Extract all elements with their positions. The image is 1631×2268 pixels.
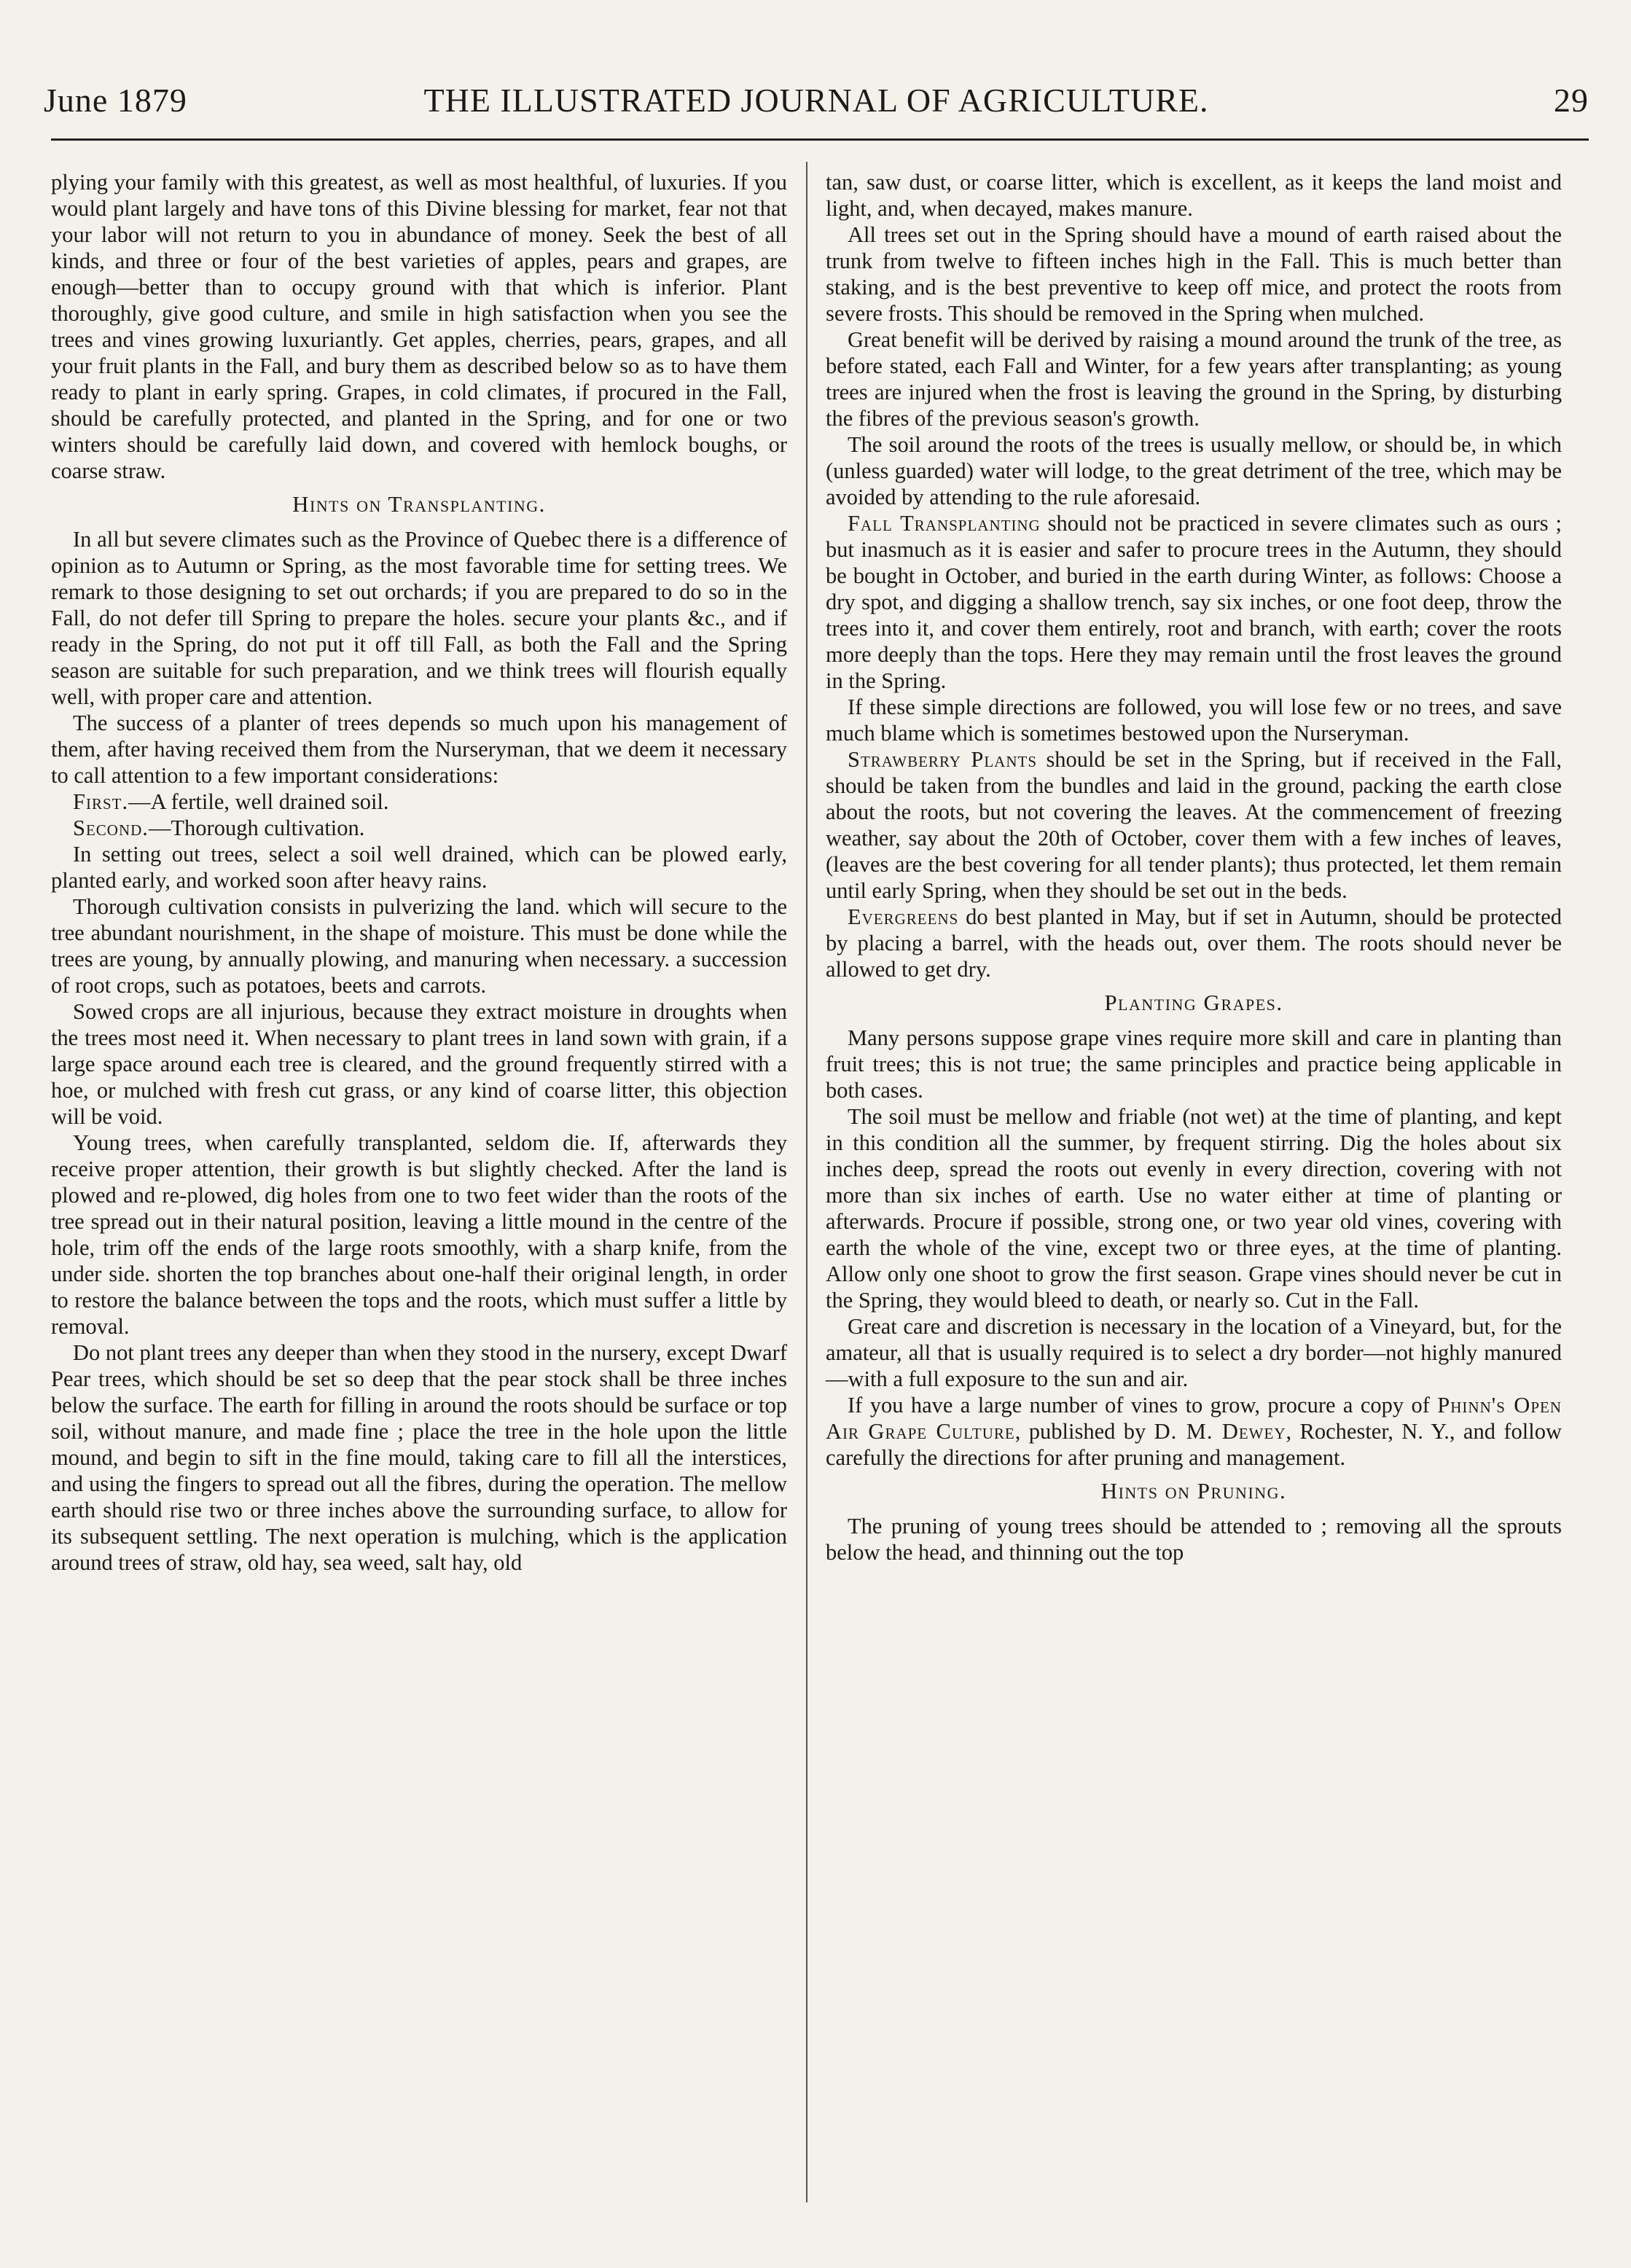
strawberry-text: should be set in the Spring, but if received in the Fall, should be taken from the bundles and laid in the ground, packing the earth close about the roots, but not covering the leaves. At the commencement of freezing weather, say about the 20th of October, cover them with a few inches of leaves, (leaves are the best covering for all tender plants); thus protected, let them remain until early Spring, when they should be set out in the beds.	[826, 747, 1562, 903]
text-run: , published by	[1014, 1419, 1154, 1444]
column-divider	[806, 162, 807, 2202]
paragraph: In all but severe climates such as the Province of Quebec there is a difference of opinion as to Autumn or Spring, as the most favorable time for setting trees. We remark to those designing to set out orchards; if you are prepared to do so in the Fall, do not defer till Spring to prepare the holes. secure your plants &c., and if ready in the Spring, do not put it off till Fall, as both the Fall and the Spring season are suitable for such preparation, and we think trees will flourish equally well, with proper care and attention.	[51, 527, 787, 709]
paragraph: All trees set out in the Spring should have a mound of earth raised about the trunk from twelve to fifteen inches high in the Fall. This is much better than staking, and is the best preventive to keep off mice, and protect the roots from severe frosts. This should be removed in the Spring when mulched.	[826, 222, 1562, 326]
paragraph: The soil must be mellow and friable (not wet) at the time of planting, and kept in this condition all the summer, by frequent stirring. Dig the holes about six inches deep, spread the roots out evenly in every direction, covering with not more than six inches of earth. Use no water either at time of planting or afterwards. Procure if possible, strong one, or two year old vines, covering with earth the whole of the vine, except two or three eyes, at the time of planting. Allow only one shoot to grow the first season. Grape vines should never be cut in the Spring, they would bleed to death, or nearly so. Cut in the Fall.	[826, 1104, 1562, 1313]
second-text: —Thorough cultivation.	[148, 816, 365, 840]
left-column	[51, 169, 787, 1576]
consideration-first	[51, 789, 787, 815]
fall-transplanting-paragraph	[826, 510, 1562, 694]
paragraph: If these simple directions are followed, you will lose few or no trees, and save much blame which is sometimes bestowed upon the Nurseryman.	[826, 695, 1562, 746]
paragraph: tan, saw dust, or coarse litter, which is excellent, as it keeps the land moist and light, and, when decayed, makes manure.	[826, 170, 1562, 221]
fall-transplanting-text: should not be practiced in severe climates such as ours ; but inasmuch as it is easier and safer to procure trees in the Autumn, they should be bought in October, and buried in the earth during Winter, as follows: Choose a dry spot, and digging a shallow trench, say six inches, or one foot deep, throw the trees into it, and cover them entirely, root and branch, with earth; cover the roots more deeply than the tops. Here they may remain until the frost leaves the ground in the Spring.	[826, 511, 1562, 693]
journal-title: THE ILLUSTRATED JOURNAL OF AGRICULTURE.	[423, 82, 1209, 119]
paragraph: The soil around the roots of the trees is usually mellow, or should be, in which (unless guarded) water will lodge, to the great detriment of the tree, which may be avoided by attending to the rule aforesaid.	[826, 432, 1562, 509]
first-label: First.	[73, 789, 129, 814]
publisher-name: D. M. Dewey	[1154, 1419, 1286, 1444]
consideration-second	[51, 815, 787, 841]
paragraph: In setting out trees, select a soil well drained, which can be plowed early, planted early, and worked soon after heavy rains.	[51, 842, 787, 893]
paragraph: Do not plant trees any deeper than when they stood in the nursery, except Dwarf Pear trees, which should be set so deep that the pear stock shall be three inches below the surface. The earth for filling in around the roots should be surface or top soil, without manure, and made fine ; place the tree in the hole upon the little mound, and begin to sift in the fine mould, taking care to fill all the interstices, and using the fingers to spread out all the fibres, during the operation. The mellow earth should rise two or three inches above the surrounding surface, to allow for its subsequent settling. The next operation is mulching, which is the application around trees of straw, old hay, sea weed, salt hay, old	[51, 1340, 787, 1575]
issue-date: June 1879	[44, 82, 187, 119]
header-rule	[51, 138, 1589, 141]
right-column	[826, 169, 1562, 1565]
paragraph: Great benefit will be derived by raising a mound around the trunk of the tree, as before stated, each Fall and Winter, for a few years after transplanting; as young trees are injured when the frost is leaving the ground in the Spring, by disturbing the fibres of the previous season's growth.	[826, 327, 1562, 431]
page-number: 29	[1554, 82, 1589, 119]
paragraph: plying your family with this greatest, as well as most healthful, of luxuries. If you would plant largely and have tons of this Divine blessing for market, fear not that your labor will not return to you in abundance of money. Seek the best of all kinds, and three or four of the best varieties of apples, pears and grapes, are enough—better than to occupy ground with that which is inferior. Plant thoroughly, give good culture, and smile in high satisfaction when you see the trees and vines growing luxuriantly. Get apples, cherries, pears, grapes, and all your fruit plants in the Fall, and bury them as described below so as to have them ready to plant in early spring. Grapes, in cold climates, if procured in the Fall, should be carefully protected, and planted in the Spring, and for one or two winters should be carefully laid down, and covered with hemlock boughs, or coarse straw.	[51, 170, 787, 483]
evergreens-text: do best planted in May, but if set in Autumn, should be protected by placing a barrel, with the heads out, over them. The roots should never be allowed to get dry.	[826, 904, 1562, 982]
evergreens-paragraph	[826, 904, 1562, 982]
paragraph: The success of a planter of trees depends so much upon his management of them, after having received them from the Nurseryman, that we deem it necessary to call attention to a few important considerations:	[51, 711, 787, 788]
paragraph: Great care and discretion is necessary in the location of a Vineyard, but, for the amateur, all that is usually required is to select a dry border—not highly manured—with a full exposure to the sun and air.	[826, 1314, 1562, 1391]
fall-transplanting-label: Fall Transplanting	[848, 511, 1041, 536]
text-run: , Rochester, N. Y., and follow carefully the directions for after pruning and management.	[826, 1419, 1562, 1470]
phinn-paragraph	[826, 1392, 1562, 1471]
text-run: If you have a large number of vines to grow, procure a copy of	[848, 1393, 1438, 1418]
strawberry-label: Strawberry Plants	[848, 747, 1038, 772]
running-header	[44, 79, 1589, 122]
paragraph: Sowed crops are all injurious, because they extract moisture in droughts when the trees most need it. When necessary to plant trees in land sown with grain, if a large space around each tree is cleared, and the ground frequently stirred with a hoe, or mulched with fresh cut grass, or any kind of coarse litter, this objection will be void.	[51, 999, 787, 1129]
section-heading-grapes: Planting Grapes.	[1104, 990, 1283, 1015]
paragraph: The pruning of young trees should be attended to ; removing all the sprouts below the head, and thinning out the top	[826, 1514, 1562, 1565]
evergreens-label: Evergreens	[848, 904, 959, 929]
second-label: Second.	[73, 816, 149, 840]
book-title: Phinn's Open Air Grape Culture	[826, 1393, 1562, 1444]
strawberry-paragraph	[826, 746, 1562, 904]
section-heading-transplanting: Hints on Transplanting.	[292, 491, 546, 517]
section-heading-pruning: Hints on Pruning.	[1100, 1478, 1287, 1503]
paragraph: Many persons suppose grape vines require more skill and care in planting than fruit trees; this is not true; the same principles and practice being applicable in both cases.	[826, 1025, 1562, 1103]
paragraph: Young trees, when carefully transplanted, seldom die. If, afterwards they receive proper attention, their growth is but slightly checked. After the land is plowed and re-plowed, dig holes from one to two feet wider than the roots of the tree spread out in their natural position, leaving a little mound in the centre of the hole, trim off the ends of the large roots smoothly, with a sharp knife, from the under side. shorten the top branches about one-half their original length, in order to restore the balance between the tops and the roots, which must suffer a little by removal.	[51, 1130, 787, 1339]
paragraph: Thorough cultivation consists in pulverizing the land. which will secure to the tree abundant nourishment, in the shape of moisture. This must be done while the trees are young, by annually plowing, and manuring when necessary. a succession of root crops, such as potatoes, beets and carrots.	[51, 894, 787, 998]
first-text: —A fertile, well drained soil.	[128, 789, 389, 814]
